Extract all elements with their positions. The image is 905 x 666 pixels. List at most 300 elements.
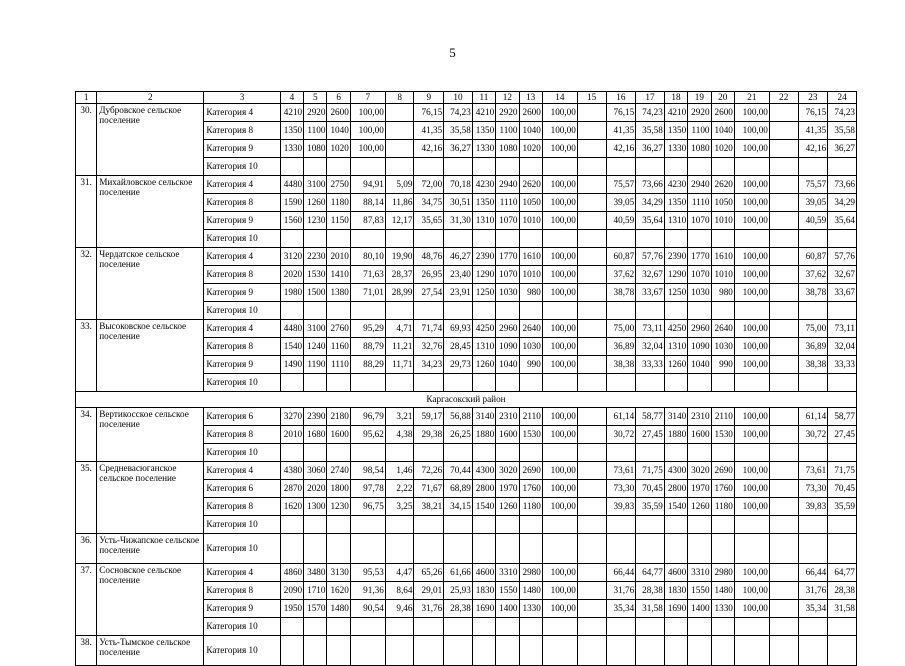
category-cell: Категория 6 xyxy=(204,408,280,426)
value-cell: 1800 xyxy=(327,480,350,498)
value-cell: 3100 xyxy=(304,176,327,194)
value-cell: 1310 xyxy=(664,212,687,230)
value-cell: 9,46 xyxy=(385,600,414,618)
row-number: 30. xyxy=(76,104,97,176)
value-cell xyxy=(711,516,734,534)
value-cell: 1620 xyxy=(280,498,303,516)
value-cell xyxy=(542,444,577,462)
value-cell: 75,00 xyxy=(606,320,636,338)
value-cell: 100,00 xyxy=(542,498,577,516)
value-cell: 1100 xyxy=(688,122,711,140)
value-cell xyxy=(636,618,665,636)
value-cell: 36,89 xyxy=(798,338,828,356)
value-cell: 1410 xyxy=(327,266,350,284)
value-cell: 1020 xyxy=(327,140,350,158)
value-cell xyxy=(769,462,798,480)
value-cell: 2600 xyxy=(711,104,734,122)
value-cell: 1230 xyxy=(304,212,327,230)
value-cell: 56,88 xyxy=(444,408,473,426)
value-cell xyxy=(688,374,711,392)
value-cell: 1950 xyxy=(280,600,303,618)
value-cell: 4300 xyxy=(664,462,687,480)
value-cell: 100,00 xyxy=(350,104,385,122)
value-cell: 36,27 xyxy=(828,140,857,158)
value-cell: 75,57 xyxy=(606,176,636,194)
value-cell xyxy=(769,356,798,374)
value-cell xyxy=(769,266,798,284)
value-cell: 35,58 xyxy=(444,122,473,140)
value-cell xyxy=(577,338,606,356)
value-cell xyxy=(769,618,798,636)
value-cell: 32,67 xyxy=(828,266,857,284)
value-cell xyxy=(350,302,385,320)
value-cell xyxy=(577,374,606,392)
table-row xyxy=(76,104,857,122)
value-cell: 46,27 xyxy=(444,248,473,266)
value-cell: 1250 xyxy=(664,284,687,302)
table-row xyxy=(76,534,857,564)
value-cell xyxy=(688,158,711,176)
value-cell xyxy=(798,302,828,320)
value-cell: 37,62 xyxy=(798,266,828,284)
category-cell: Категория 10 xyxy=(204,374,280,392)
category-cell: Категория 4 xyxy=(204,462,280,480)
value-cell xyxy=(769,582,798,600)
value-cell: 71,75 xyxy=(636,462,665,480)
value-cell xyxy=(444,636,473,666)
value-cell: 2960 xyxy=(496,320,519,338)
value-cell: 28,37 xyxy=(385,266,414,284)
value-cell: 4210 xyxy=(472,104,495,122)
value-cell: 38,38 xyxy=(606,356,636,374)
column-header: 3 xyxy=(204,92,280,104)
value-cell xyxy=(577,194,606,212)
value-cell xyxy=(280,516,303,534)
value-cell: 1160 xyxy=(327,338,350,356)
value-cell: 4210 xyxy=(280,104,303,122)
value-cell xyxy=(769,302,798,320)
value-cell xyxy=(280,618,303,636)
value-cell: 31,76 xyxy=(606,582,636,600)
value-cell: 100,00 xyxy=(542,140,577,158)
value-cell: 1070 xyxy=(496,212,519,230)
column-header: 15 xyxy=(577,92,606,104)
value-cell xyxy=(385,618,414,636)
value-cell: 61,14 xyxy=(606,408,636,426)
value-cell xyxy=(734,444,769,462)
value-cell: 36,27 xyxy=(636,140,665,158)
value-cell: 70,18 xyxy=(444,176,473,194)
value-cell: 31,30 xyxy=(444,212,473,230)
value-cell xyxy=(828,534,857,564)
value-cell: 73,30 xyxy=(798,480,828,498)
value-cell: 100,00 xyxy=(734,480,769,498)
value-cell: 4,38 xyxy=(385,426,414,444)
table-row xyxy=(76,462,857,480)
value-cell: 59,17 xyxy=(414,408,444,426)
value-cell xyxy=(577,158,606,176)
value-cell: 1880 xyxy=(664,426,687,444)
value-cell xyxy=(414,302,444,320)
value-cell xyxy=(542,534,577,564)
value-cell xyxy=(769,248,798,266)
value-cell: 4480 xyxy=(280,320,303,338)
value-cell: 2600 xyxy=(519,104,542,122)
value-cell: 100,00 xyxy=(734,122,769,140)
category-cell: Категория 9 xyxy=(204,212,280,230)
value-cell: 1080 xyxy=(304,140,327,158)
value-cell: 1690 xyxy=(472,600,495,618)
value-cell xyxy=(519,516,542,534)
value-cell xyxy=(769,534,798,564)
value-cell xyxy=(606,374,636,392)
value-cell: 38,21 xyxy=(414,498,444,516)
value-cell xyxy=(327,230,350,248)
value-cell xyxy=(828,636,857,666)
value-cell xyxy=(304,534,327,564)
value-cell xyxy=(734,618,769,636)
value-cell: 100,00 xyxy=(734,104,769,122)
value-cell xyxy=(519,636,542,666)
value-cell: 3310 xyxy=(496,564,519,582)
value-cell: 2690 xyxy=(711,462,734,480)
value-cell: 1040 xyxy=(688,356,711,374)
value-cell: 1620 xyxy=(327,582,350,600)
category-cell: Категория 10 xyxy=(204,158,280,176)
value-cell xyxy=(828,516,857,534)
value-cell: 1260 xyxy=(304,194,327,212)
table-row xyxy=(76,320,857,338)
value-cell: 1260 xyxy=(664,356,687,374)
value-cell: 73,66 xyxy=(636,176,665,194)
value-cell: 1260 xyxy=(688,498,711,516)
value-cell: 1760 xyxy=(711,480,734,498)
value-cell: 73,11 xyxy=(828,320,857,338)
value-cell: 1180 xyxy=(519,498,542,516)
value-cell: 1020 xyxy=(711,140,734,158)
value-cell: 11,71 xyxy=(385,356,414,374)
value-cell: 72,26 xyxy=(414,462,444,480)
category-cell: Категория 4 xyxy=(204,564,280,582)
value-cell xyxy=(414,158,444,176)
value-cell: 35,65 xyxy=(414,212,444,230)
value-cell xyxy=(280,158,303,176)
value-cell: 100,00 xyxy=(734,426,769,444)
value-cell: 2920 xyxy=(304,104,327,122)
value-cell xyxy=(664,302,687,320)
column-header: 12 xyxy=(496,92,519,104)
value-cell: 80,10 xyxy=(350,248,385,266)
value-cell: 2750 xyxy=(327,176,350,194)
value-cell xyxy=(414,516,444,534)
value-cell xyxy=(496,230,519,248)
value-cell xyxy=(519,374,542,392)
value-cell xyxy=(472,302,495,320)
value-cell xyxy=(711,618,734,636)
value-cell: 100,00 xyxy=(734,140,769,158)
value-cell: 1350 xyxy=(664,122,687,140)
value-cell: 1330 xyxy=(664,140,687,158)
value-cell: 1150 xyxy=(327,212,350,230)
settlement-name: Высоковское сельское поселение xyxy=(97,320,204,392)
value-cell: 100,00 xyxy=(734,320,769,338)
value-cell: 100,00 xyxy=(542,266,577,284)
value-cell: 73,11 xyxy=(636,320,665,338)
value-cell xyxy=(577,462,606,480)
value-cell xyxy=(519,534,542,564)
value-cell xyxy=(711,444,734,462)
value-cell xyxy=(636,534,665,564)
value-cell: 68,89 xyxy=(444,480,473,498)
value-cell xyxy=(472,618,495,636)
value-cell: 1350 xyxy=(664,194,687,212)
value-cell: 64,77 xyxy=(828,564,857,582)
value-cell: 1490 xyxy=(280,356,303,374)
table-row xyxy=(76,176,857,194)
value-cell xyxy=(350,636,385,666)
value-cell: 32,67 xyxy=(636,266,665,284)
column-header: 22 xyxy=(769,92,798,104)
value-cell xyxy=(414,618,444,636)
value-cell: 100,00 xyxy=(542,356,577,374)
value-cell xyxy=(711,374,734,392)
category-cell: Категория 10 xyxy=(204,302,280,320)
value-cell: 1050 xyxy=(519,194,542,212)
value-cell xyxy=(414,534,444,564)
value-cell xyxy=(688,444,711,462)
value-cell xyxy=(688,302,711,320)
value-cell: 1480 xyxy=(711,582,734,600)
category-cell: Категория 9 xyxy=(204,356,280,374)
value-cell xyxy=(636,444,665,462)
value-cell: 1040 xyxy=(519,122,542,140)
value-cell xyxy=(636,636,665,666)
value-cell xyxy=(350,618,385,636)
category-cell: Категория 8 xyxy=(204,498,280,516)
value-cell xyxy=(496,516,519,534)
value-cell: 88,79 xyxy=(350,338,385,356)
value-cell xyxy=(385,534,414,564)
value-cell: 48,76 xyxy=(414,248,444,266)
value-cell: 100,00 xyxy=(542,176,577,194)
value-cell xyxy=(304,636,327,666)
value-cell: 19,90 xyxy=(385,248,414,266)
value-cell: 71,74 xyxy=(414,320,444,338)
value-cell: 39,83 xyxy=(798,498,828,516)
value-cell: 1070 xyxy=(496,266,519,284)
value-cell: 3140 xyxy=(472,408,495,426)
value-cell: 3,25 xyxy=(385,498,414,516)
value-cell: 74,23 xyxy=(636,104,665,122)
value-cell: 65,26 xyxy=(414,564,444,582)
value-cell xyxy=(472,374,495,392)
value-cell: 3130 xyxy=(327,564,350,582)
value-cell: 100,00 xyxy=(542,462,577,480)
value-cell: 100,00 xyxy=(542,408,577,426)
value-cell: 31,58 xyxy=(636,600,665,618)
value-cell xyxy=(577,212,606,230)
value-cell xyxy=(327,636,350,666)
value-cell xyxy=(472,158,495,176)
value-cell xyxy=(606,302,636,320)
value-cell: 2800 xyxy=(664,480,687,498)
value-cell xyxy=(350,158,385,176)
value-cell xyxy=(734,230,769,248)
row-number: 31. xyxy=(76,176,97,248)
value-cell xyxy=(472,444,495,462)
value-cell xyxy=(606,636,636,666)
value-cell xyxy=(304,374,327,392)
value-cell xyxy=(577,302,606,320)
value-cell: 27,45 xyxy=(636,426,665,444)
value-cell xyxy=(577,564,606,582)
value-cell: 11,86 xyxy=(385,194,414,212)
category-cell: Категория 10 xyxy=(204,230,280,248)
row-number: 32. xyxy=(76,248,97,320)
value-cell: 28,99 xyxy=(385,284,414,302)
value-cell xyxy=(385,140,414,158)
value-cell: 1380 xyxy=(327,284,350,302)
value-cell xyxy=(304,230,327,248)
value-cell: 2640 xyxy=(519,320,542,338)
value-cell: 8,64 xyxy=(385,582,414,600)
value-cell xyxy=(280,374,303,392)
value-cell: 2390 xyxy=(664,248,687,266)
value-cell: 1310 xyxy=(472,212,495,230)
value-cell xyxy=(496,302,519,320)
value-cell xyxy=(577,104,606,122)
value-cell xyxy=(385,230,414,248)
value-cell: 36,89 xyxy=(606,338,636,356)
value-cell: 3480 xyxy=(304,564,327,582)
value-cell: 76,15 xyxy=(798,104,828,122)
value-cell: 4480 xyxy=(280,176,303,194)
value-cell xyxy=(385,444,414,462)
value-cell xyxy=(444,534,473,564)
value-cell: 95,29 xyxy=(350,320,385,338)
value-cell xyxy=(798,636,828,666)
value-cell xyxy=(542,230,577,248)
value-cell: 1010 xyxy=(711,212,734,230)
value-cell xyxy=(542,374,577,392)
value-cell xyxy=(711,534,734,564)
value-cell xyxy=(327,534,350,564)
column-header: 5 xyxy=(304,92,327,104)
value-cell: 1970 xyxy=(688,480,711,498)
value-cell: 1350 xyxy=(280,122,303,140)
value-cell: 58,77 xyxy=(828,408,857,426)
value-cell: 26,95 xyxy=(414,266,444,284)
value-cell: 1480 xyxy=(519,582,542,600)
value-cell xyxy=(828,158,857,176)
value-cell xyxy=(414,636,444,666)
value-cell: 61,66 xyxy=(444,564,473,582)
value-cell: 87,83 xyxy=(350,212,385,230)
value-cell: 31,76 xyxy=(414,600,444,618)
value-cell: 70,44 xyxy=(444,462,473,480)
value-cell: 4860 xyxy=(280,564,303,582)
value-cell xyxy=(350,444,385,462)
value-cell: 1330 xyxy=(280,140,303,158)
value-cell xyxy=(444,516,473,534)
value-cell: 2980 xyxy=(711,564,734,582)
value-cell: 42,16 xyxy=(414,140,444,158)
value-cell: 1050 xyxy=(711,194,734,212)
value-cell xyxy=(798,534,828,564)
value-cell: 1030 xyxy=(711,338,734,356)
value-cell xyxy=(444,618,473,636)
value-cell: 30,72 xyxy=(606,426,636,444)
value-cell: 39,05 xyxy=(606,194,636,212)
value-cell xyxy=(734,516,769,534)
value-cell: 31,76 xyxy=(798,582,828,600)
value-cell: 3020 xyxy=(496,462,519,480)
value-cell xyxy=(636,374,665,392)
value-cell: 1530 xyxy=(711,426,734,444)
value-cell: 1310 xyxy=(472,338,495,356)
value-cell: 1040 xyxy=(711,122,734,140)
value-cell: 35,34 xyxy=(606,600,636,618)
value-cell xyxy=(606,158,636,176)
value-cell xyxy=(577,356,606,374)
table-body xyxy=(76,92,857,666)
value-cell xyxy=(711,636,734,666)
value-cell: 35,34 xyxy=(798,600,828,618)
value-cell xyxy=(769,176,798,194)
value-cell xyxy=(542,516,577,534)
value-cell: 4,71 xyxy=(385,320,414,338)
value-cell: 1230 xyxy=(327,498,350,516)
value-cell: 70,45 xyxy=(828,480,857,498)
settlement-name: Вертикосское сельское поселение xyxy=(97,408,204,462)
value-cell xyxy=(444,374,473,392)
value-cell xyxy=(577,176,606,194)
value-cell: 2230 xyxy=(304,248,327,266)
value-cell: 58,77 xyxy=(636,408,665,426)
value-cell: 35,58 xyxy=(636,122,665,140)
value-cell: 100,00 xyxy=(734,498,769,516)
category-cell: Категория 9 xyxy=(204,600,280,618)
value-cell: 1260 xyxy=(472,356,495,374)
value-cell: 4250 xyxy=(664,320,687,338)
value-cell: 33,33 xyxy=(828,356,857,374)
value-cell: 74,23 xyxy=(828,104,857,122)
column-header: 16 xyxy=(606,92,636,104)
category-cell: Категория 10 xyxy=(204,618,280,636)
value-cell xyxy=(798,516,828,534)
value-cell xyxy=(769,516,798,534)
value-cell xyxy=(577,582,606,600)
value-cell xyxy=(472,516,495,534)
value-cell: 2920 xyxy=(496,104,519,122)
value-cell: 2110 xyxy=(519,408,542,426)
data-table xyxy=(75,91,857,666)
column-header: 19 xyxy=(688,92,711,104)
value-cell: 1540 xyxy=(472,498,495,516)
value-cell: 1330 xyxy=(519,600,542,618)
value-cell xyxy=(496,636,519,666)
value-cell: 42,16 xyxy=(606,140,636,158)
value-cell: 1180 xyxy=(327,194,350,212)
value-cell: 73,66 xyxy=(828,176,857,194)
value-cell: 2020 xyxy=(304,480,327,498)
value-cell xyxy=(664,516,687,534)
category-cell: Категория 4 xyxy=(204,176,280,194)
value-cell: 990 xyxy=(711,356,734,374)
value-cell xyxy=(769,600,798,618)
district-name: Каргасокский район xyxy=(76,392,857,408)
value-cell xyxy=(327,158,350,176)
